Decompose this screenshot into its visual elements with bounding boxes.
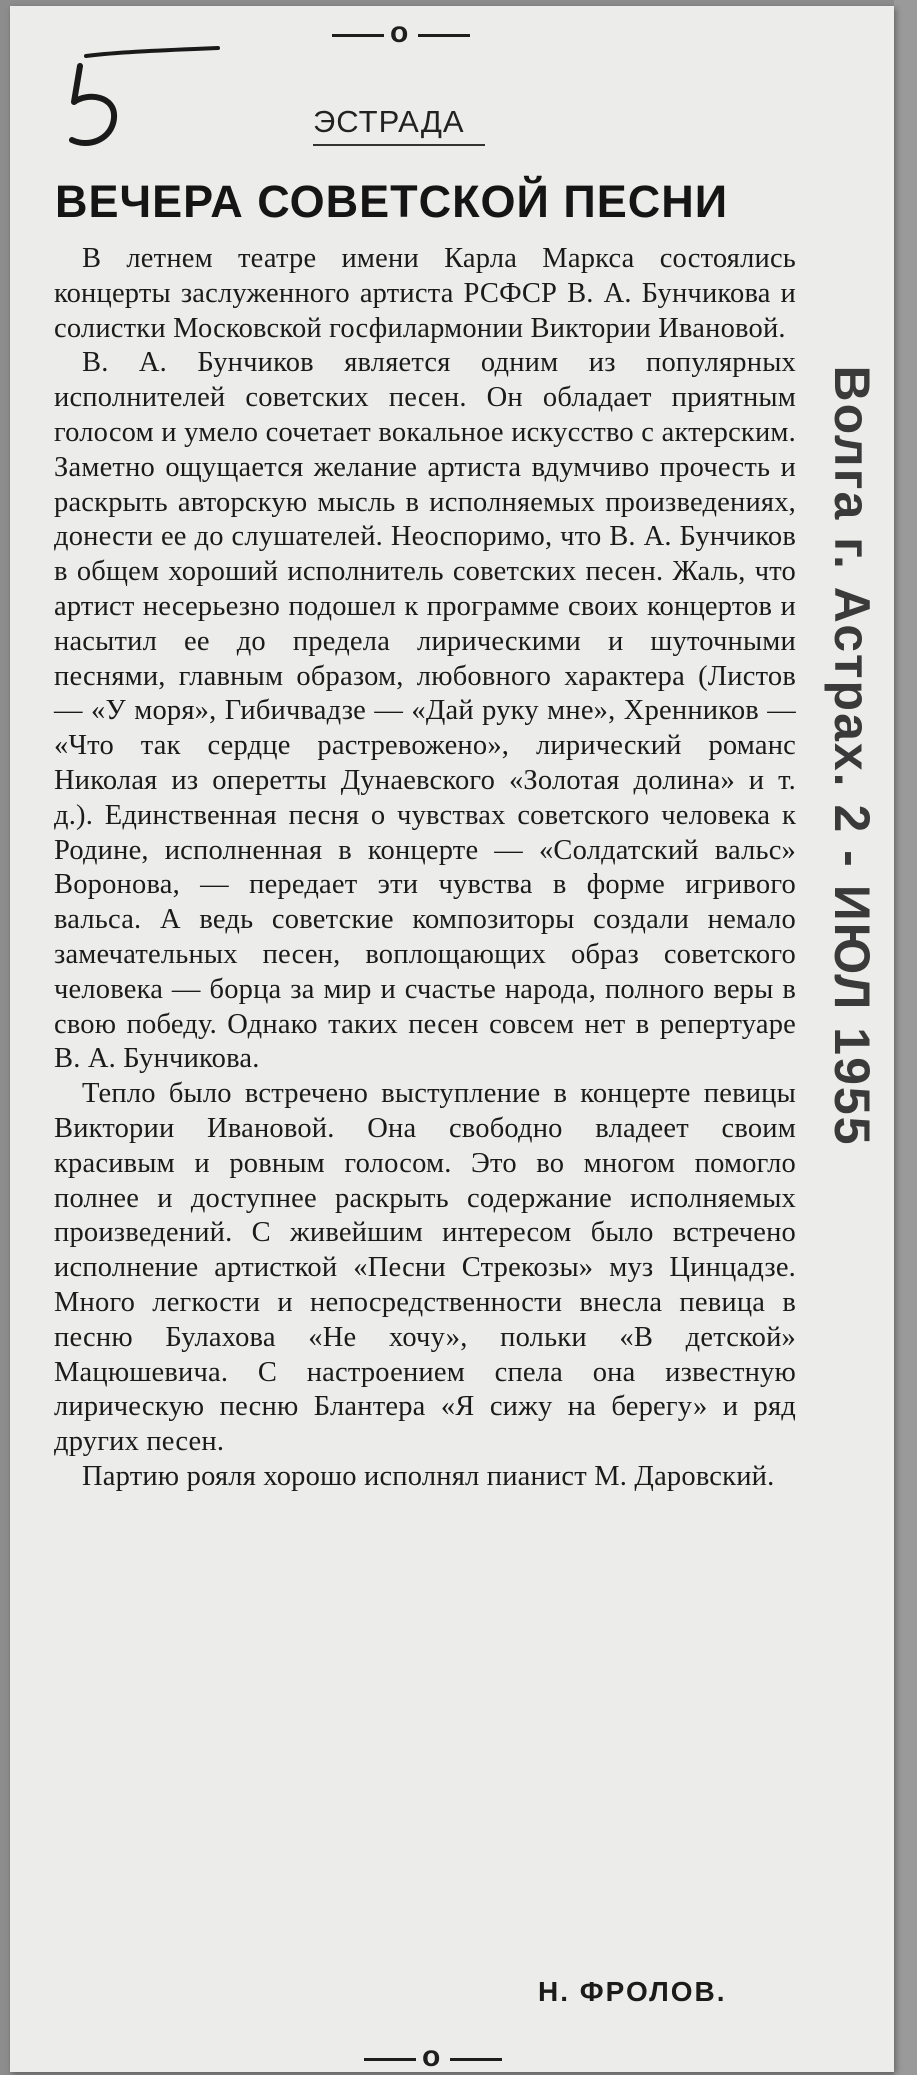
bottom-rule-left bbox=[364, 2058, 416, 2061]
bottom-rule-right bbox=[450, 2058, 502, 2061]
article-paragraph: Партию рояля хорошо исполнял пианист М. Даровский. bbox=[82, 1460, 775, 1492]
top-rule-left bbox=[332, 34, 384, 37]
rubric-underline bbox=[313, 144, 485, 146]
author-signature: Н. ФРОЛОВ. bbox=[538, 1976, 727, 2007]
handwritten-number bbox=[58, 44, 228, 154]
top-rule-right bbox=[418, 34, 470, 37]
date-stamp bbox=[802, 365, 902, 1147]
top-rule-ornament: o bbox=[390, 16, 409, 49]
article-headline: ВЕЧЕРА СОВЕТСКОЙ ПЕСНИ bbox=[55, 176, 729, 227]
article-paragraph: В. А. Бунчиков является одним из популярных исполнителей советских песен. Он обладает приятным голосом и умело сочетает вокальное искусство с актерским. Заметно ощущается желание артиста вдумчиво прочесть и раскрыть авторскую мысль в исполняемых произведениях, донести ее до слушателей. Неоспоримо, что В. А. Бунчиков в общем хороший исполнитель советских песен. Жаль, что артист несерьезно подошел к программе своих концертов и насытил ее до предела лирическими и шуточными песнями, главным образом, любовного характера (Листов — «У моря», Гибичвадзе — «Дай руку мне», Хренников — «Что так сердце растревожено», лирический романс Николая из оперетты Дунаевского «Золотая долина» и т. д.). Единственная песня о чувствах советского человека к Родине, исполненная в концерте — «Солдатский вальс» Воронова, — передает эти чувства в форме игривого вальса. А ведь советские композиторы создали немало замечательных песен, воплощающих образ советского человека — борца за мир и счастье народа, полного веры в свою победу. Однако таких песен совсем нет в репертуаре В. А. Бунчикова. bbox=[54, 347, 796, 1075]
article-paragraph: Тепло было встречено выступление в концерте певицы Виктории Ивановой. Она свободно владеет своим красивым и ровным голосом. Это во многом помогло полнее и доступнее раскрыть содержание исполняемых произведений. С живейшим интересом было встречено исполнение артисткой «Песни Стрекозы» муз Цинцадзе. Много легкости и непосредственности внесла певица в песню Булахова «Не хочу», польки «В детской» Мацюшевича. С настроением спела она известную лирическую песню Блантера «Я сижу на берегу» и ряд других песен. bbox=[54, 1078, 796, 1458]
article-paragraph: В летнем театре имени Карла Маркса состоялись концерты заслуженного артиста РСФСР В. А. Бунчикова и солистки Московской госфилармонии Виктории Ивановой. bbox=[54, 243, 796, 344]
section-rubric: ЭСТРАДА bbox=[313, 104, 465, 139]
bottom-rule-ornament: o bbox=[422, 2040, 441, 2073]
newspaper-clipping bbox=[10, 6, 894, 2072]
article-body bbox=[54, 242, 796, 1495]
date-stamp-text: Волга г. Астрах. 2 - ИЮЛ 1955 bbox=[824, 365, 880, 1147]
